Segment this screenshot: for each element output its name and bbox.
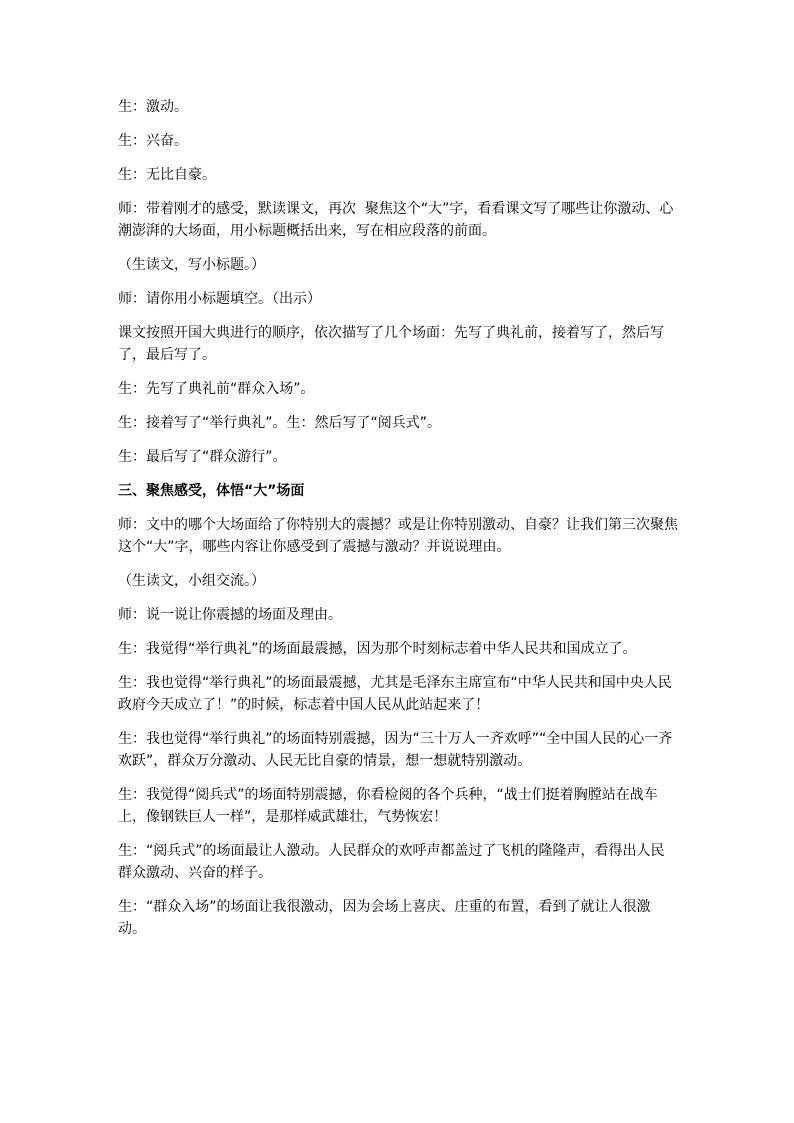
paragraph: 师：文中的哪个大场面给了你特别大的震撼？或是让你特别激动、自豪？让我们第三次聚焦这个“大”字，哪些内容让你感受到了震撼与激动？并说说理由。 [118,517,678,555]
paragraph: 生：无比自豪。 [118,167,216,183]
paragraph: 生：我也觉得“举行典礼”的场面特别震撼，因为“三十万人一齐欢呼”“全中国人民的心一齐欢跃”，群众万分激动、人民无比自豪的情景，想一想就特别激动。 [118,731,673,769]
paragraph: （生读文，写小标题。） [118,257,265,273]
paragraph: 生：我也觉得“举行典礼”的场面最震撼，尤其是毛泽东主席宣布“中华人民共和国中央人民政府今天成立了！”的时候，标志着中国人民从此站起来了！ [118,675,672,713]
paragraph: 生：“群众入场”的场面让我很激动，因为会场上喜庆、庄重的布置，看到了就让人很激动。 [118,899,651,937]
section-heading: 三、聚焦感受，体悟“大”场面 [118,483,305,499]
paragraph: （生读文，小组交流。） [118,573,265,589]
paragraph: 生：我觉得“举行典礼”的场面最震撼，因为那个时刻标志着中华人民共和国成立了。 [118,641,637,657]
paragraph: 生：最后写了“群众游行”。 [118,449,287,465]
paragraph: 生：我觉得“阅兵式”的场面特别震撼，你看检阅的各个兵种，“战士们挺着胸膛站在战车上，像钢铁巨人一样”，是那样威武雄壮，气势恢宏！ [118,787,658,825]
paragraph: 课文按照开国大典进行的顺序，依次描写了几个场面：先写了典礼前，接着写了，然后写了，最后写了。 [118,325,664,363]
paragraph: 生：接着写了“举行典礼”。生：然后写了“阅兵式”。 [118,415,442,431]
document-body [118,96,678,952]
paragraph: 师：请你用小标题填空。（出示） [118,291,321,307]
paragraph: 生：激动。 [118,99,188,115]
paragraph: 师：带着刚才的感受，默读课文，再次 聚焦这个“大”字，看看课文写了哪些让你激动、心潮澎湃的大场面，用小标题概括出来，写在相应段落的前面。 [118,201,674,239]
paragraph: 生：兴奋。 [118,133,188,149]
paragraph: 生：先写了典礼前“群众入场”。 [118,381,315,397]
paragraph: 师：说一说让你震撼的场面及理由。 [118,607,342,623]
paragraph: 生：“阅兵式”的场面最让人激动。人民群众的欢呼声都盖过了飞机的隆隆声，看得出人民群众激动、兴奋的样子。 [118,843,665,881]
